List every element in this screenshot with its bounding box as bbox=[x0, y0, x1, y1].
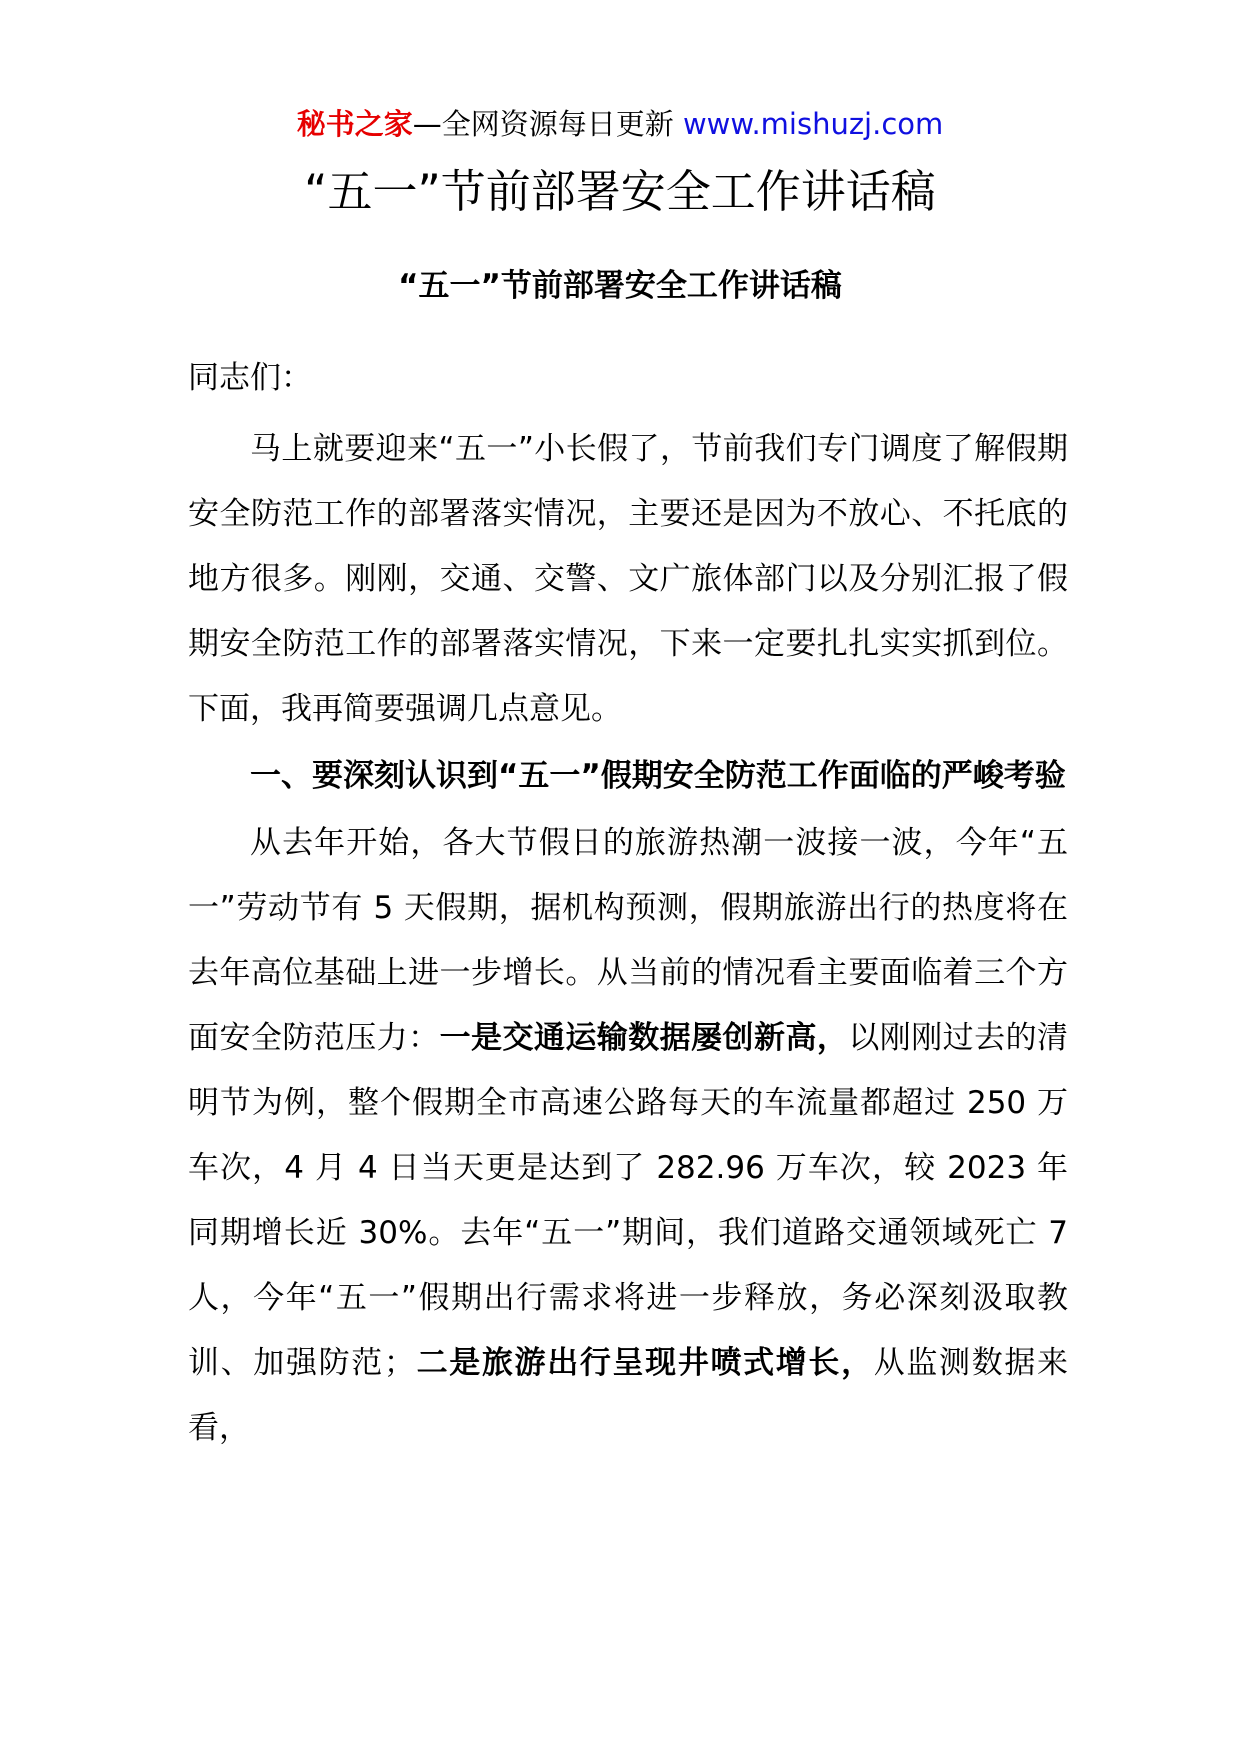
document-title: “五一”节前部署安全工作讲话稿 bbox=[304, 165, 936, 218]
point-1-heading: 一是交通运输数据屡创新高， bbox=[439, 1020, 849, 1056]
document-subtitle: “五一”节前部署安全工作讲话稿 bbox=[398, 268, 842, 304]
site-header bbox=[0, 104, 1240, 144]
site-tagline: —全网资源每日更新 bbox=[412, 107, 683, 141]
paragraph-pressures bbox=[188, 811, 1068, 1461]
site-brand: 秘书之家 bbox=[296, 107, 413, 141]
point-1-text: 以刚刚过去的清明节为例，整个假期全市高速公路每天的车流量都超过 250 万车次，4 月 4 日当天更是达到了 282.96 万车次，较 2023 年同期增长近 30%。去年“五一”期间，我们道路交通领域死亡 7 人，今年“五一”假期出行需求将进一步释放，务必深刻汲取教训、加强防范； bbox=[188, 1020, 1069, 1381]
point-2-heading: 二是旅游出行呈现井喷式增长， bbox=[414, 1345, 874, 1381]
paragraph-opening: 马上就要迎来“五一”小长假了，节前我们专门调度了解假期安全防范工作的部署落实情况，主要还是因为不放心、不托底的地方很多。刚刚，交通、交警、文广旅体部门以及分别汇报了假期安全防范工作的部署落实情况，下来一定要扎扎实实抓到位。下面，我再简要强调几点意见。 bbox=[188, 431, 1068, 727]
pressures-intro: 从去年开始，各大节假日的旅游热潮一波接一波，今年“五一”劳动节有 5 天假期，据机构预测，假期旅游出行的热度将在去年高位基础上进一步增长。从当前的情况看主要面临着三个方面安全防范压力： bbox=[188, 825, 1068, 1056]
point-2-text: 从监测数据来看， bbox=[188, 1345, 1069, 1446]
section-heading-1: 一、要深刻认识到“五一”假期安全防范工作面临的严峻考验 bbox=[250, 758, 1066, 794]
document-body bbox=[188, 346, 1068, 1461]
salutation: 同志们： bbox=[188, 360, 312, 396]
site-url-link[interactable]: www.mishuzj.com bbox=[682, 107, 944, 141]
